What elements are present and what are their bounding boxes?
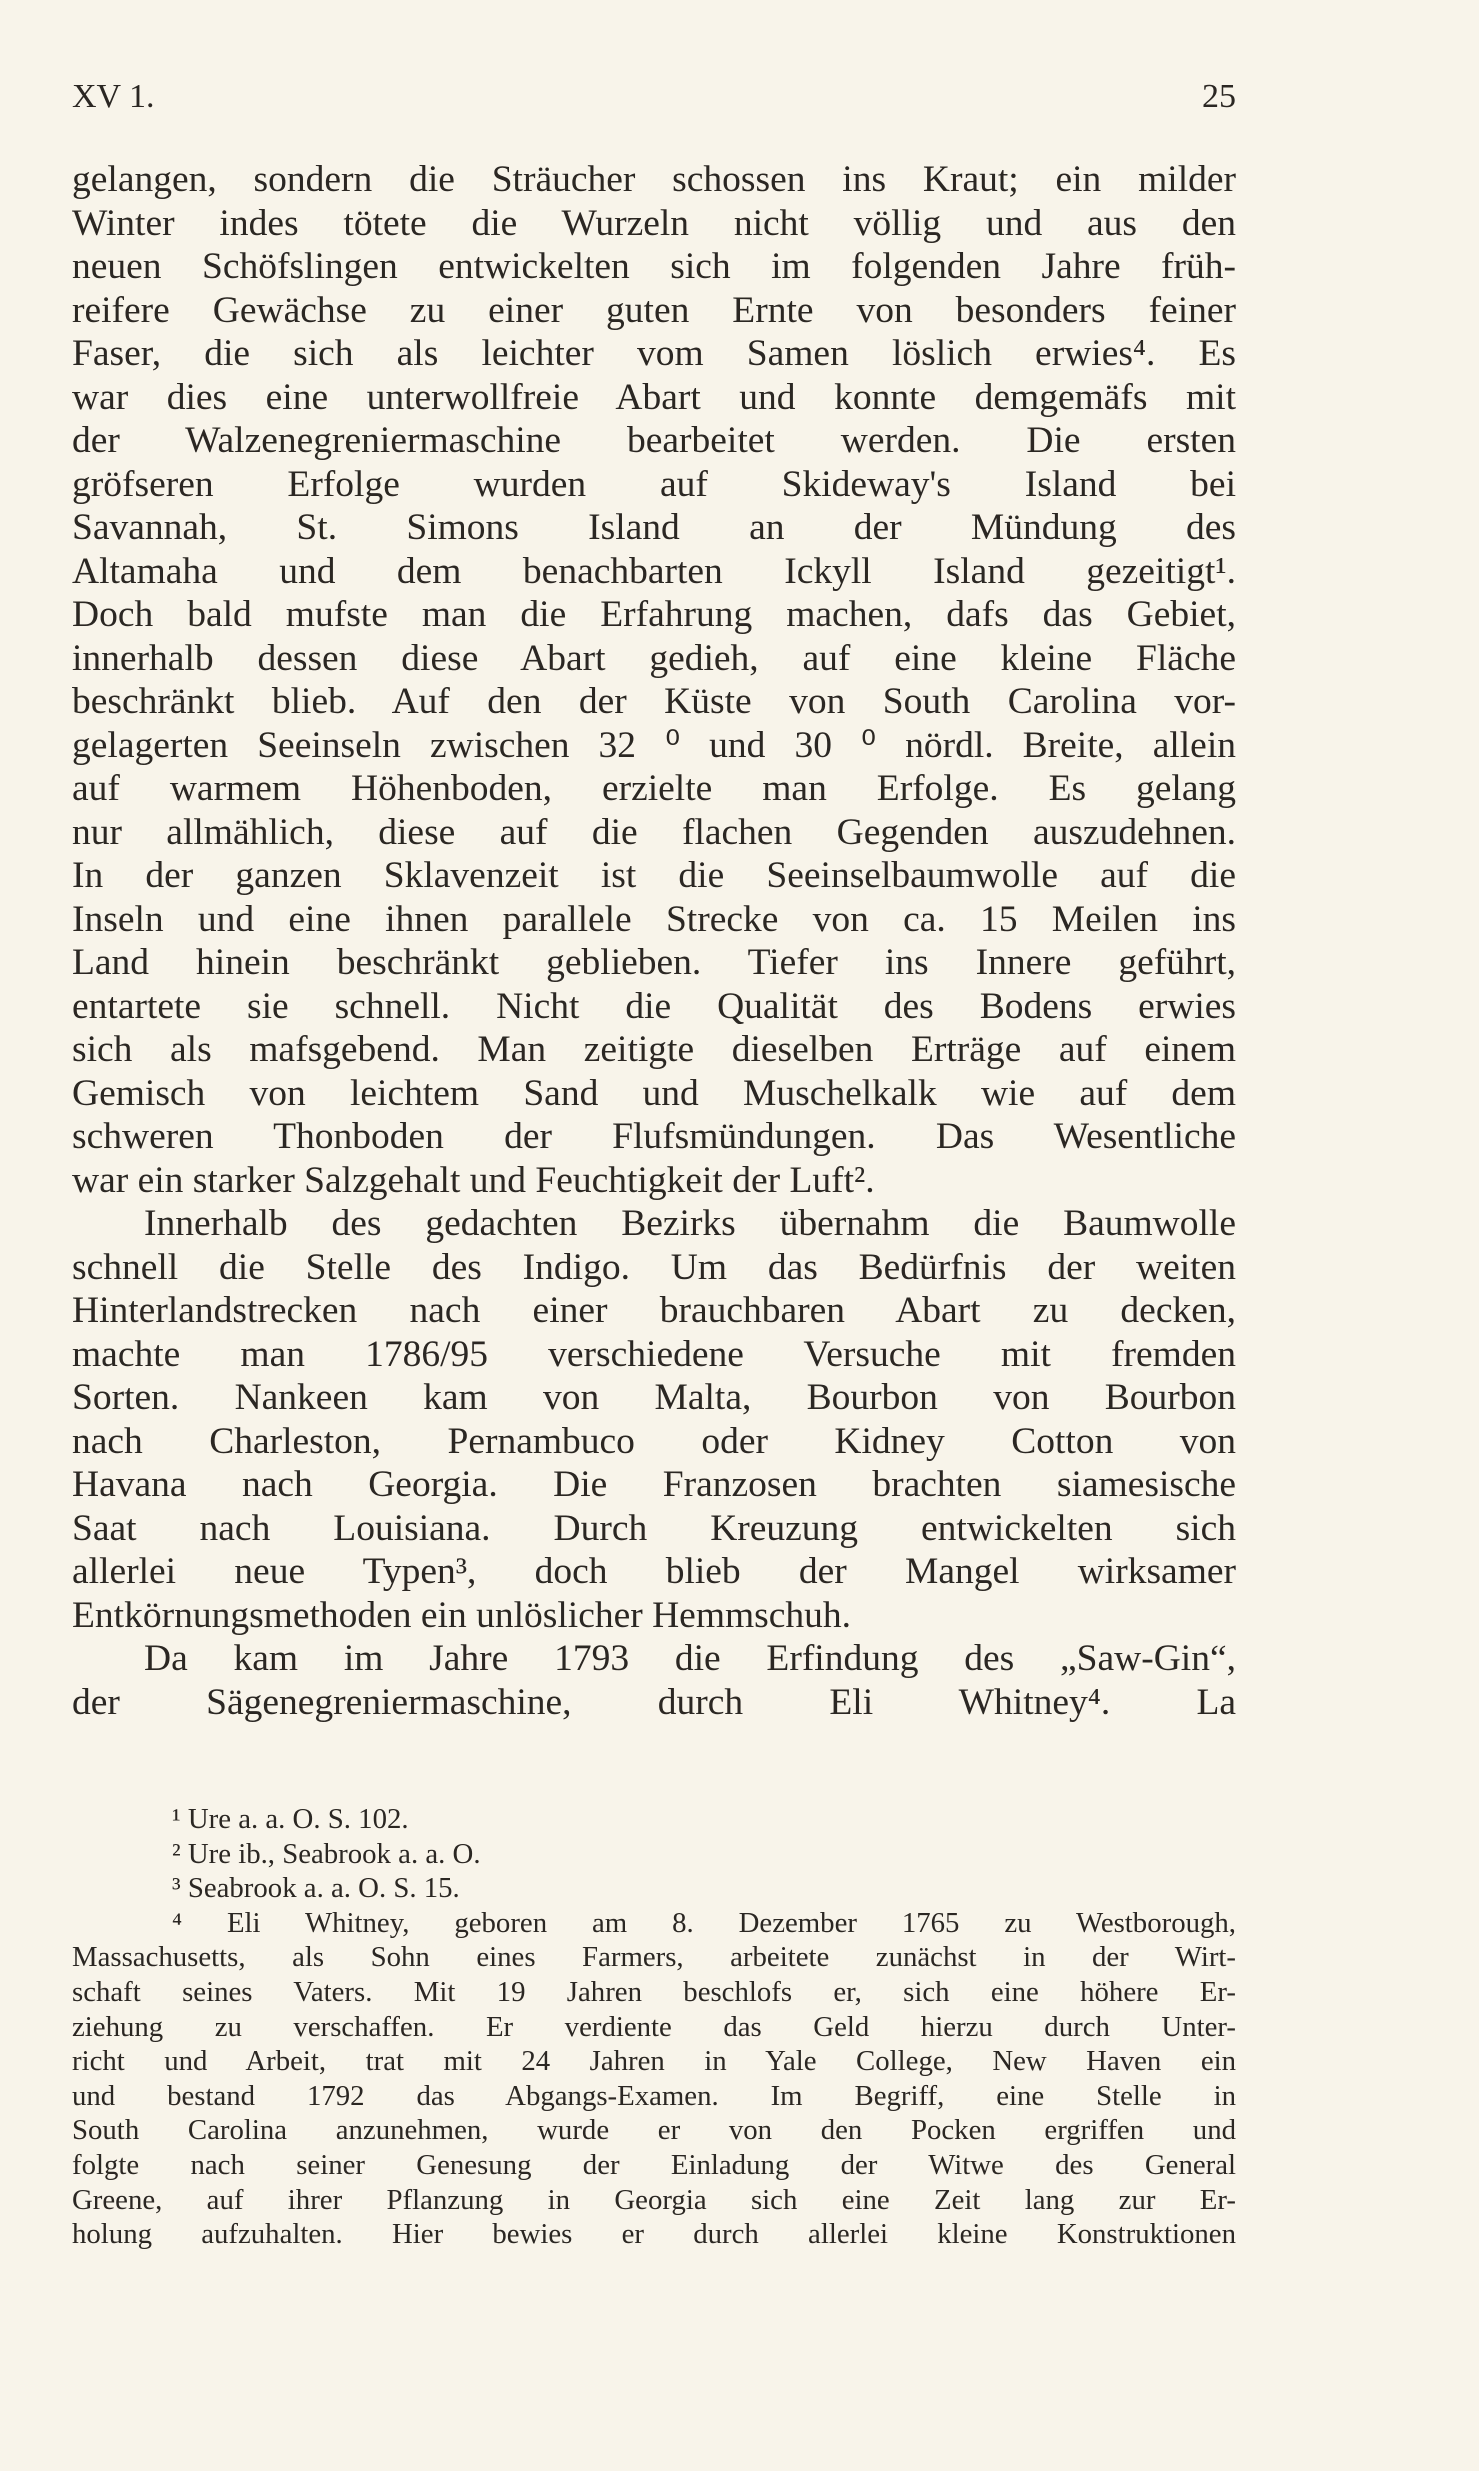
- text-line: schweren Thonboden der Flufsmündungen. Das Wesentliche: [72, 1116, 1236, 1157]
- text-line: gröfseren Erfolge wurden auf Skideway's Island bei: [72, 463, 1236, 505]
- text-line: der Sägenegreniermaschine, durch Eli Whitney⁴. La: [72, 1681, 1236, 1723]
- text-line: machte man 1786/95 verschiedene Versuche mit fremden: [72, 1333, 1236, 1375]
- text-line: Inseln und eine ihnen parallele Strecke von ca. 15 Meilen ins: [72, 898, 1236, 940]
- page-number: 25: [1202, 78, 1236, 115]
- text-line: Winter indes tötete die Wurzeln nicht völlig und aus den: [72, 202, 1236, 244]
- text-line: nach Charleston, Pernambuco oder Kidney Cotton von: [72, 1420, 1236, 1462]
- text-line: Hinterlandstrecken nach einer brauchbaren Abart zu decken,: [72, 1290, 1236, 1331]
- chapter-marker: XV 1.: [72, 78, 155, 115]
- text-line: Entkörnungsmethoden ein unlöslicher Hemmschuh.: [72, 1594, 852, 1636]
- footnote-line: Greene, auf ihrer Pflanzung in Georgia sich eine Zeit lang zur Er-: [72, 2183, 1236, 2216]
- footnote-line: und bestand 1792 das Abgangs-Examen. Im Begriff, eine Stelle in: [72, 2079, 1236, 2112]
- text-line: Sorten. Nankeen kam von Malta, Bourbon von Bourbon: [72, 1377, 1236, 1418]
- text-line: war dies eine unterwollfreie Abart und konnte demgemäfs mit: [72, 376, 1236, 418]
- text-line: Doch bald mufste man die Erfahrung machen, dafs das Gebiet,: [72, 594, 1236, 635]
- running-header: [72, 78, 1236, 128]
- text-line: reifere Gewächse zu einer guten Ernte von besonders feiner: [72, 289, 1236, 331]
- body-text: [72, 158, 1236, 1724]
- text-line: Faser, die sich als leichter vom Samen löslich erwies⁴. Es: [72, 333, 1236, 374]
- text-line: schnell die Stelle des Indigo. Um das Bedürfnis der weiten: [72, 1246, 1236, 1288]
- text-line: allerlei neue Typen³, doch blieb der Mangel wirksamer: [72, 1551, 1236, 1592]
- text-line: auf warmem Höhenboden, erzielte man Erfolge. Es gelang: [72, 768, 1236, 809]
- text-line: Innerhalb des gedachten Bezirks übernahm die Baumwolle: [144, 1203, 1236, 1244]
- footnotes: [72, 1802, 1236, 2252]
- text-line: nur allmählich, diese auf die flachen Gegenden auszudehnen.: [72, 811, 1236, 853]
- text-line: Altamaha und dem benachbarten Ickyll Island gezeitigt¹.: [72, 550, 1236, 592]
- text-line: entartete sie schnell. Nicht die Qualität des Bodens erwies: [72, 985, 1236, 1027]
- text-line: Da kam im Jahre 1793 die Erfindung des „Saw-Gin“,: [144, 1638, 1236, 1679]
- text-line: neuen Schöfslingen entwickelten sich im folgenden Jahre früh-: [72, 246, 1236, 287]
- footnote-line: ¹ Ure a. a. O. S. 102.: [172, 1803, 409, 1835]
- text-line: Land hinein beschränkt geblieben. Tiefer ins Innere geführt,: [72, 942, 1236, 983]
- footnote-line: South Carolina anzunehmen, wurde er von den Pocken ergriffen und: [72, 2114, 1236, 2147]
- footnote-line: ² Ure ib., Seabrook a. a. O.: [172, 1837, 481, 1870]
- text-line: der Walzenegreniermaschine bearbeitet werden. Die ersten: [72, 420, 1236, 461]
- text-line: Gemisch von leichtem Sand und Muschelkalk wie auf dem: [72, 1072, 1236, 1114]
- text-line: Savannah, St. Simons Island an der Mündung des: [72, 507, 1236, 548]
- footnote-line: richt und Arbeit, trat mit 24 Jahren in Yale College, New Haven ein: [72, 2045, 1236, 2078]
- footnote-line: holung aufzuhalten. Hier bewies er durch allerlei kleine Konstruktionen: [72, 2218, 1236, 2251]
- text-line: In der ganzen Sklavenzeit ist die Seeinselbaumwolle auf die: [72, 855, 1236, 896]
- text-line: beschränkt blieb. Auf den der Küste von South Carolina vor-: [72, 681, 1236, 722]
- footnote-line: ³ Seabrook a. a. O. S. 15.: [172, 1872, 460, 1905]
- footnote-line: folgte nach seiner Genesung der Einladung der Witwe des General: [72, 2148, 1236, 2181]
- text-line: innerhalb dessen diese Abart gedieh, auf eine kleine Fläche: [72, 637, 1236, 679]
- text-line: Havana nach Georgia. Die Franzosen brachten siamesische: [72, 1464, 1236, 1505]
- text-line: Saat nach Louisiana. Durch Kreuzung entwickelten sich: [72, 1507, 1236, 1549]
- footnote-line: ⁴ Eli Whitney, geboren am 8. Dezember 1765 zu Westborough,: [172, 1906, 1236, 1939]
- text-line: sich als mafsgebend. Man zeitigte dieselben Erträge auf einem: [72, 1029, 1236, 1070]
- text-line: war ein starker Salzgehalt und Feuchtigkeit der Luft².: [72, 1159, 875, 1201]
- text-line: gelagerten Seeinseln zwischen 32 ⁰ und 30 ⁰ nördl. Breite, allein: [72, 724, 1236, 766]
- footnote-line: Massachusetts, als Sohn eines Farmers, arbeitete zunächst in der Wirt-: [72, 1941, 1236, 1974]
- footnote-line: ziehung zu verschaffen. Er verdiente das Geld hierzu durch Unter-: [72, 2010, 1236, 2043]
- footnote-line: schaft seines Vaters. Mit 19 Jahren beschlofs er, sich eine höhere Er-: [72, 1975, 1236, 2008]
- text-line: gelangen, sondern die Sträucher schossen ins Kraut; ein milder: [72, 159, 1236, 200]
